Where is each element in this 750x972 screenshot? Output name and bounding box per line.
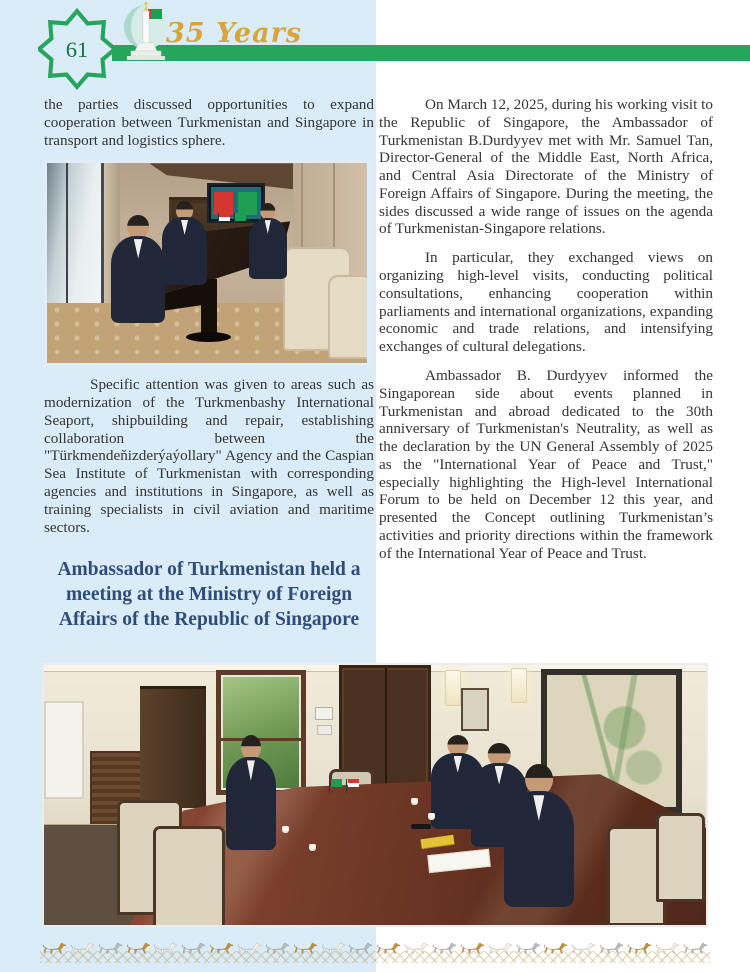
ambassador-person bbox=[249, 203, 287, 279]
chair bbox=[328, 275, 370, 359]
delegate-person bbox=[504, 764, 574, 907]
article-heading: Ambassador of Turkmenistan held a meeting at the Ministry of Foreign Affairs of the Republic of Singapore bbox=[57, 559, 361, 630]
turkmenistan-table-flag bbox=[331, 779, 342, 787]
chair bbox=[656, 813, 705, 902]
left-paragraph-1: the parties discussed opportunities to expand cooperation between Turkmenistan and Singapore in transport and logistics sphere. bbox=[44, 96, 374, 149]
framed-picture bbox=[461, 688, 489, 731]
delegate-person bbox=[111, 215, 165, 323]
wall-lamp-icon bbox=[445, 670, 462, 706]
whiteboard bbox=[44, 701, 84, 799]
singapore-table-flag bbox=[348, 779, 359, 787]
singapore-flag-on-screen bbox=[214, 192, 232, 215]
table-pedestal bbox=[201, 279, 217, 335]
page-number-badge bbox=[38, 8, 116, 90]
cabinet bbox=[140, 686, 206, 809]
right-paragraph-2: In particular, they exchanged views on organizing high-level visits, conducting political consultations, enhancing cooperation within parliaments and international organizations, expanding economic and trade relations, and intensifying exchanges of cultural delegations. bbox=[379, 249, 713, 356]
ambassador-person bbox=[226, 735, 276, 849]
chair bbox=[153, 826, 225, 927]
right-column bbox=[379, 96, 713, 574]
teacup bbox=[411, 798, 418, 803]
right-paragraph-1: On March 12, 2025, during his working visit to the Republic of Singapore, the Ambassador of Turkmenistan B.Durdyyev met with Mr. Samuel Tan, Director-General of the Middle East, North Africa, and Central Asia Directorate of the Ministry of Foreign Affairs of Singapore. During the meeting, the sides discussed a wide range of issues on the agenda of Turkmenistan-Singapore relations. bbox=[379, 96, 713, 238]
wall-lamp-icon bbox=[511, 668, 528, 704]
thermostat bbox=[315, 707, 333, 721]
photo-mfa-meeting bbox=[42, 663, 708, 927]
left-paragraph-2: Specific attention was given to areas such as modernization of the Turkmenbashy International Seaport, shipbuilding and repair, establishing collaboration between the "Türkmendeňizderýaýollary" Agency and the Caspian Sea Institute of Turkmenistan with corresponding agencies and institutions in Singapore, as well as training specialists in civil aviation and maritime sectors. bbox=[44, 376, 374, 536]
left-column bbox=[44, 96, 374, 633]
light-switch bbox=[317, 725, 332, 735]
right-paragraph-3: Ambassador B. Durdyyev informed the Singaporean side about events planned in Turkmenistan and abroad dedicated to the 30th anniversary of Turkmenistan's Neutrality, as well as the declaration by the UN General Assembly of 2025 as the "International Year of Peace and Trust," especially highlighting the High-level International Forum to be held on December 12 this year, and presented the Concept outlining Turkmenistan’s activities and priority directions within the framework of the International Year of Peace and Trust. bbox=[379, 366, 713, 562]
lattice-border bbox=[40, 951, 710, 963]
phone bbox=[411, 824, 431, 829]
photo-hotel-meeting bbox=[44, 160, 370, 366]
anniversary-label: 35 Years bbox=[166, 18, 302, 49]
singapore-table-flag bbox=[219, 213, 230, 221]
monument-logo-icon bbox=[121, 1, 171, 65]
delegate-person bbox=[162, 201, 207, 285]
eight-point-star-icon bbox=[38, 8, 116, 90]
page-number: 61 bbox=[65, 37, 89, 63]
turkmenistan-table-flag bbox=[235, 213, 246, 221]
